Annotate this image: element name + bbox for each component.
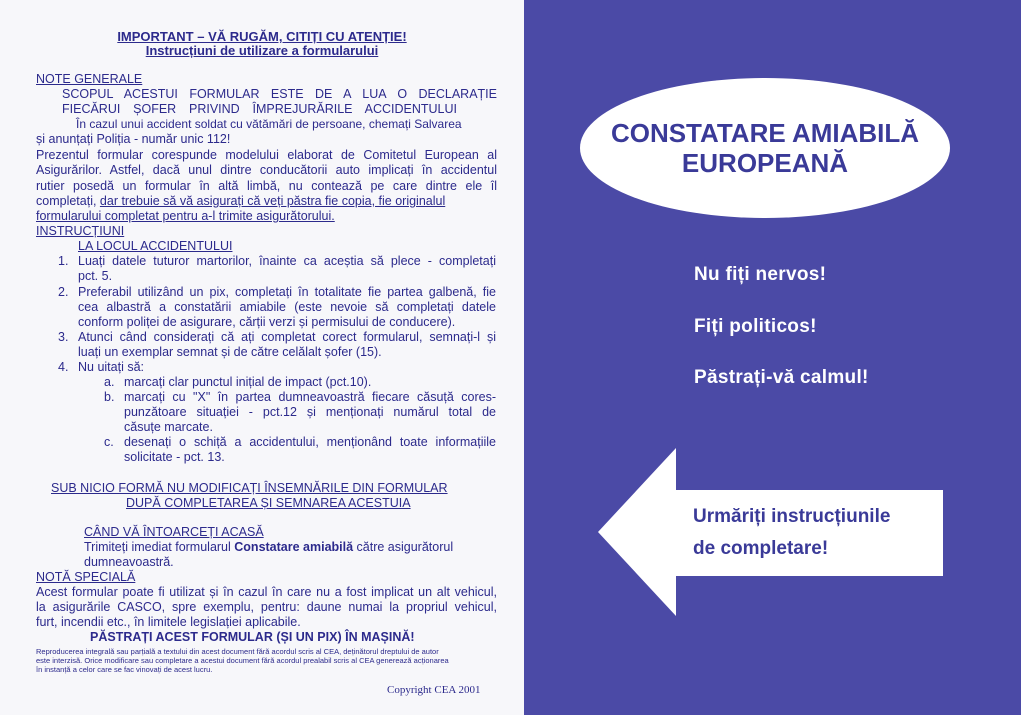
acasa-heading: CÂND VĂ ÎNTOARCEȚI ACASĂ xyxy=(84,525,264,539)
legal-text: este interzisă. Orice modificare sau completare a acestui document fără acordul prealabil scris al CEA generează acționarea xyxy=(36,656,449,665)
slogan: Fiți politicos! xyxy=(694,316,817,337)
nota-line: la asigurările CASCO, spre exemplu, pentru: daune numai la propriul vehicul, xyxy=(36,600,497,614)
note-line: În cazul unui accident soldat cu vătămări de persoane, chemați Salvarea xyxy=(76,117,462,131)
arrow-text: Urmăriți instrucțiunile xyxy=(693,506,891,527)
sub-item: marcați cu "X" în partea dumneavoastră fiecare căsuță cores- xyxy=(124,390,496,404)
sub-item-letter: b. xyxy=(104,390,115,404)
list-item: Atunci când considerați că ați completat corect formularul, semnați-l și xyxy=(78,330,496,344)
sub-item: solicitate - pct. 13. xyxy=(124,450,225,464)
note-line: și anunțați Poliția - număr unic 112! xyxy=(36,132,231,146)
page-subtitle: Instrucțiuni de utilizare a formularului xyxy=(145,43,379,58)
acasa-line: dumneavoastră. xyxy=(84,555,174,569)
note-line: SCOPUL ACESTUI FORMULAR ESTE DE A LUA O DECLARAȚIE xyxy=(62,87,497,101)
note-generale-heading: NOTE GENERALE xyxy=(36,72,143,86)
sub-item: marcați clar punctul inițial de impact (pct.10). xyxy=(124,375,372,389)
legal-text: în instanță a celor care se fac vinovați de acest lucru. xyxy=(36,665,213,674)
list-item: conform poliței de asigurare, cărții verzi și permisului de conducere). xyxy=(78,315,456,329)
instructiuni-heading: INSTRUCȚIUNI xyxy=(36,224,125,238)
list-item-number: 1. xyxy=(58,254,69,268)
nota-heading: NOTĂ SPECIALĂ xyxy=(36,570,136,584)
list-item-number: 3. xyxy=(58,330,69,344)
copyright: Copyright CEA 2001 xyxy=(387,684,481,696)
sub-item: punzătoare situației - pct.12 și menționați numărul total de xyxy=(124,405,496,419)
slogan: Nu fiți nervos! xyxy=(694,264,827,285)
note-line: Prezentul formular corespunde modelului elaborat de Comitetul European al xyxy=(36,148,497,162)
list-item-number: 4. xyxy=(58,360,69,374)
list-item: luați un exemplar semnat și de către celălalt șofer (15). xyxy=(78,345,382,359)
nota-line: Acest formular poate fi utilizat și în cazul în care nu a fost implicat un alt vehicul, xyxy=(36,585,497,599)
note-line-emphasis: dar trebuie să vă asigurați că veți păstra fie copia, fie originalul xyxy=(99,194,446,208)
note-line: rutier posedă un formular în altă limbă, nu contează pe care dintre ele îl xyxy=(36,179,497,193)
note-line: FIECĂRUI ȘOFER PRIVIND ÎMPREJURĂRILE ACCIDENTULUI xyxy=(62,102,457,116)
cover-title-line: EUROPEANĂ xyxy=(681,148,849,178)
la-locul-heading: LA LOCUL ACCIDENTULUI xyxy=(78,239,233,253)
sub-item-letter: a. xyxy=(104,375,115,389)
slogan: Păstrați-vă calmul! xyxy=(694,367,869,388)
list-item: Preferabil utilizând un pix, completați în totalitate fie partea galbenă, fie xyxy=(78,285,496,299)
list-item: cea albastră a constatării amiabile (este nevoie să completați datele xyxy=(78,300,496,314)
cover-title-line: CONSTATARE AMIABILĂ xyxy=(610,118,920,148)
sub-item: căsuțe marcate. xyxy=(124,420,213,434)
page-title: IMPORTANT – VĂ RUGĂM, CITIȚI CU ATENȚIE! xyxy=(117,29,407,44)
list-item-number: 2. xyxy=(58,285,69,299)
note-line: Asigurărilor. Astfel, dacă unul dintre conducătorii auto implicați în accidentul xyxy=(36,163,497,177)
list-item: Luați datele tuturor martorilor, înainte ca aceștia să plece - completați xyxy=(78,254,496,268)
sub-item-letter: c. xyxy=(104,435,114,449)
warning-line: DUPĂ COMPLETAREA ȘI SEMNAREA ACESTUIA xyxy=(126,496,411,510)
nota-line: furt, incendii etc., în limitele legislației aplicabile. xyxy=(36,615,301,629)
acasa-line xyxy=(84,540,453,555)
arrow-text: de completare! xyxy=(693,538,829,559)
note-line-part: completați, xyxy=(36,194,100,208)
note-line xyxy=(36,194,445,209)
left-arrow-icon xyxy=(598,448,943,616)
title-oval xyxy=(580,78,950,218)
list-item: Nu uitați să: xyxy=(78,360,145,374)
legal-text: Reproducerea integrală sau parțială a textului din acest document fără acordul scris al CEA, deținătorul dreptului de autor xyxy=(36,647,439,656)
keep-form-notice: PĂSTRAȚI ACEST FORMULAR (ȘI UN PIX) ÎN MAȘINĂ! xyxy=(90,630,415,644)
acasa-text: către asigurătorul xyxy=(353,540,454,554)
note-line-emphasis: formularului completat pentru a-l trimite asigurătorului. xyxy=(36,209,335,223)
list-item: pct. 5. xyxy=(78,269,113,283)
form-name: Constatare amiabilă xyxy=(234,540,354,554)
warning-line: SUB NICIO FORMĂ NU MODIFICAȚI ÎNSEMNĂRILE DIN FORMULAR xyxy=(51,481,448,495)
sub-item: desenați o schiță a accidentului, menționând toate informațiile xyxy=(124,435,496,449)
acasa-text: Trimiteți imediat formularul xyxy=(84,540,235,554)
